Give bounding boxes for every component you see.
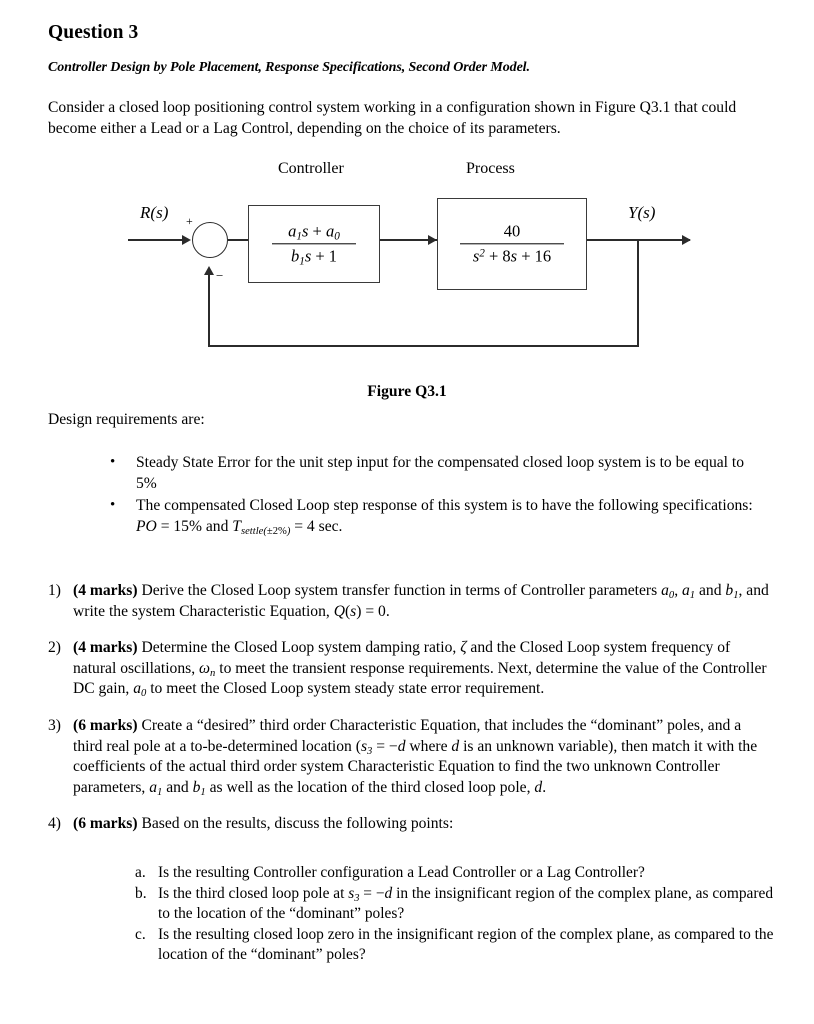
process-block-label: Process xyxy=(466,160,515,177)
subquestion-marker: a. xyxy=(135,864,146,881)
question-text: Based on the results, discuss the following points: xyxy=(141,815,454,833)
arrowhead-feedback xyxy=(204,266,214,275)
subquestions-list xyxy=(135,863,775,966)
process-block xyxy=(437,198,587,290)
output-signal-label: Y(s) xyxy=(628,203,656,222)
list-item xyxy=(48,814,772,835)
list-item xyxy=(135,884,775,925)
question-marker: 1) xyxy=(48,582,61,599)
process-tf-bar xyxy=(460,243,564,244)
design-requirements-list xyxy=(106,452,766,538)
list-item xyxy=(135,925,775,966)
intro-paragraph: Consider a closed loop positioning control system working in a configuration shown in Figure Q3.1 that could become either a Lead or a Lag Control, depending on the choice of its parameters. xyxy=(48,99,737,137)
questions-list xyxy=(48,581,772,851)
design-requirements-heading: Design requirements are: xyxy=(48,411,205,428)
controller-tf-bar xyxy=(272,243,356,244)
process-tf-numerator: 40 xyxy=(503,221,521,241)
page-title: Question 3 xyxy=(48,22,139,43)
wire-input xyxy=(128,239,188,241)
summing-junction-plus-sign: + xyxy=(186,214,193,228)
list-item xyxy=(106,495,766,537)
summing-junction xyxy=(192,222,228,258)
controller-tf-denominator: $b_1s + 1$ xyxy=(290,246,338,268)
wire-summer-to-controller xyxy=(228,239,250,241)
arrowhead-process-input xyxy=(428,235,437,245)
list-item xyxy=(48,638,772,700)
question-marker: 2) xyxy=(48,639,61,657)
question-marks: (6 marks) xyxy=(73,815,138,833)
wire-feedback-down xyxy=(637,239,639,347)
question-text: Determine the Closed Loop system damping ratio, ζ and the Closed Loop system frequency of natural oscillations, $\omega_n$ to meet the transient response requirements. Next, determine the value of the Controller DC gain, $a_0$ to meet the Closed Loop system steady state error requirement. xyxy=(73,639,767,700)
question-marks: (4 marks) xyxy=(73,582,138,599)
question-marks: (4 marks) xyxy=(73,639,138,657)
subquestion-marker: c. xyxy=(135,925,146,943)
input-signal-label: R(s) xyxy=(140,203,169,222)
process-tf-denominator: $s^2 + 8s + 16$ xyxy=(472,246,552,266)
wire-feedback-across xyxy=(208,345,639,347)
list-item xyxy=(135,863,775,884)
requirement-text: Steady State Error for the unit step input for the compensated closed loop system is to be equal to 5% xyxy=(136,454,745,492)
question-marker: 4) xyxy=(48,815,61,833)
question-marks: (6 marks) xyxy=(73,716,138,734)
summing-junction-minus-sign: − xyxy=(216,268,224,283)
subquestion-marker: b. xyxy=(135,884,147,902)
requirement-text: The compensated Closed Loop step response of this system is to have the following specifications: PO = 15% and $T_{settle(\pm 2\%)} = 4$ sec. xyxy=(136,497,753,537)
process-transfer-function xyxy=(438,223,586,264)
bullet-icon: • xyxy=(110,454,116,470)
question-text: Derive the Closed Loop system transfer function in terms of Controller parameters $a_0$, $a_1$ and $b_1$, and write the system Characteristic Equation, Q(s) = 0. xyxy=(73,582,769,620)
controller-tf-numerator: $a_1s + a_0$ xyxy=(288,221,340,243)
list-item xyxy=(48,581,772,622)
question-text: Create a “desired” third order Characteristic Equation, that includes the “dominant” poles, and a third real pole at a to-be-determined location ($s_3 = -d$ where d is an unknown variable), then match it with the coefficients of the actual third order system Characteristic Equation to find the two unknown Controller parameters, $a_1$ and $b_1$ as well as the location of the third closed loop pole, d. xyxy=(73,716,758,798)
list-item xyxy=(48,716,772,798)
controller-block xyxy=(248,205,380,283)
controller-transfer-function xyxy=(249,221,379,268)
subquestion-text: Is the third closed loop pole at $s_3 = -d$ in the insignificant region of the complex plane, as compared to the location of the “dominant” poles? xyxy=(158,884,774,923)
list-item xyxy=(106,452,766,494)
controller-block-label: Controller xyxy=(278,160,344,177)
arrowhead-output xyxy=(682,235,691,245)
figure-caption: Figure Q3.1 xyxy=(367,383,447,400)
arrowhead-input xyxy=(182,235,191,245)
block-diagram-figure xyxy=(0,155,814,400)
page-subtitle: Controller Design by Pole Placement, Response Specifications, Second Order Model. xyxy=(48,60,530,75)
question-marker: 3) xyxy=(48,716,61,734)
wire-feedback-up xyxy=(208,274,210,346)
subquestion-text: Is the resulting Controller configuration a Lead Controller or a Lag Controller? xyxy=(158,864,645,881)
subquestion-text: Is the resulting closed loop zero in the insignificant region of the complex plane, as compared to the location of the “dominant” poles? xyxy=(158,925,774,964)
bullet-icon: • xyxy=(110,497,116,513)
